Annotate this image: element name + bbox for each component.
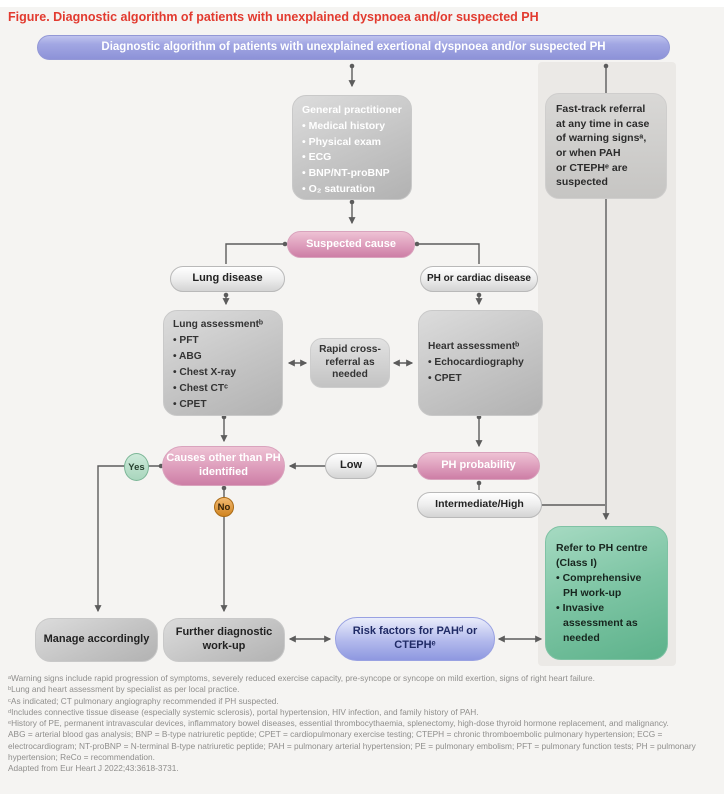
lung-assessment-item: • Chest CTᶜ	[173, 383, 228, 394]
figure-title: Figure. Diagnostic algorithm of patients with unexplained dyspnoea and/or suspected PH	[8, 10, 539, 24]
fast-track-line: of warning signsᵃ,	[556, 132, 647, 145]
lung-assessment-item: • CPET	[173, 399, 207, 410]
general-practitioner-box	[292, 95, 412, 200]
footnote-abbreviations: ABG = arterial blood gas analysis; BNP = B-type natriuretic peptide; CPET = cardiopulmonary exercise testing; CTEPH = chronic thromboembolic pulmonary hypertension; ECG = electrocardiogram; NT-proBNP = N-terminal B-type natriuretic peptide; PAH = pulmonary arterial hypertension; PE = pulmonary embolism; PFT = pulmonary function tests; PH = pulmonary hypertension; ReCo = recommendation.	[8, 729, 696, 763]
heart-assessment-title: Heart assessmentᵇ	[428, 341, 520, 352]
low-pill: Low	[325, 453, 377, 479]
footnote-source: Adapted from Eur Heart J 2022;43:3618-3731.	[8, 763, 179, 774]
heart-assessment-item: • CPET	[428, 373, 462, 384]
lung-assessment-item: • PFT	[173, 335, 199, 346]
lung-assessment-title: Lung assessmentᵇ	[173, 319, 264, 330]
refer-item: • Comprehensive PH work-up	[556, 571, 642, 599]
footnote-c: ᶜAs indicated; CT pulmonary angiography recommended if PH suspected.	[8, 695, 279, 706]
fast-track-line: suspected	[556, 176, 608, 189]
further-diagnostic-workup-box: Further diagnostic work-up	[163, 618, 285, 662]
heart-assessment-box	[418, 310, 543, 416]
footnote-b: ᵇLung and heart assessment by specialist as per local practice.	[8, 684, 240, 695]
heart-assessment-item: • Echocardiography	[428, 357, 524, 368]
gp-item: • Medical history	[302, 119, 386, 132]
footnote-a: ᵃWarning signs include rapid progression of symptoms, severely reduced exercise capacity, pre-syncope or syncope on mild exertion, signs of right heart failure.	[8, 673, 595, 683]
fast-track-referral-box	[545, 93, 667, 199]
ph-probability-pill: PH probability	[417, 452, 540, 480]
gp-item: • ECG	[302, 151, 332, 164]
rapid-cross-referral-box: Rapid cross-referral as needed	[310, 338, 390, 388]
refer-subtitle: (Class I)	[556, 556, 597, 569]
manage-accordingly-box: Manage accordingly	[35, 618, 158, 662]
causes-other-than-ph-box: Causes other than PH identified	[162, 446, 285, 486]
fast-track-line: or when PAH	[556, 147, 621, 159]
risk-factors-pill: Risk factors for PAHᵈ or CTEPHᵉ	[335, 617, 495, 661]
banner-header: Diagnostic algorithm of patients with unexplained exertional dyspnoea and/or suspected PH	[37, 35, 670, 60]
lung-disease-pill: Lung disease	[170, 266, 285, 292]
gp-item: • O₂ saturation	[302, 182, 376, 195]
ph-or-cardiac-disease-pill: PH or cardiac disease	[420, 266, 538, 292]
footnote-e: ᵉHistory of PE, permanent intravascular devices, inflammatory bowel diseases, essential thrombocythaemia, splenectomy, high-dose thyroid hormone replacement, and malignancy.	[8, 718, 669, 729]
suspected-cause-pill: Suspected cause	[287, 231, 415, 258]
footnotes	[8, 673, 720, 775]
gp-item: • Physical exam	[302, 135, 381, 148]
refer-item: • Invasive assessment as needed	[556, 601, 638, 644]
gp-title: General practitioner	[302, 104, 402, 116]
yes-badge: Yes	[124, 453, 149, 481]
fast-track-line: or CTEPHᵉ are	[556, 161, 628, 174]
refer-title: Refer to PH centre	[556, 541, 648, 554]
lung-assessment-box	[163, 310, 283, 416]
intermediate-high-pill: Intermediate/High	[417, 492, 542, 518]
no-badge: No	[214, 497, 234, 517]
fast-track-line: Fast-track referral	[556, 103, 646, 116]
lung-assessment-item: • ABG	[173, 351, 202, 362]
refer-to-ph-centre-box	[545, 526, 668, 660]
gp-item: • BNP/NT-proBNP	[302, 167, 390, 180]
footnote-d: ᵈIncludes connective tissue disease (especially systemic sclerosis), portal hypertension, HIV infection, and family history of PAH.	[8, 706, 479, 717]
lung-assessment-item: • Chest X-ray	[173, 367, 237, 378]
fast-track-line: at any time in case	[556, 117, 650, 130]
